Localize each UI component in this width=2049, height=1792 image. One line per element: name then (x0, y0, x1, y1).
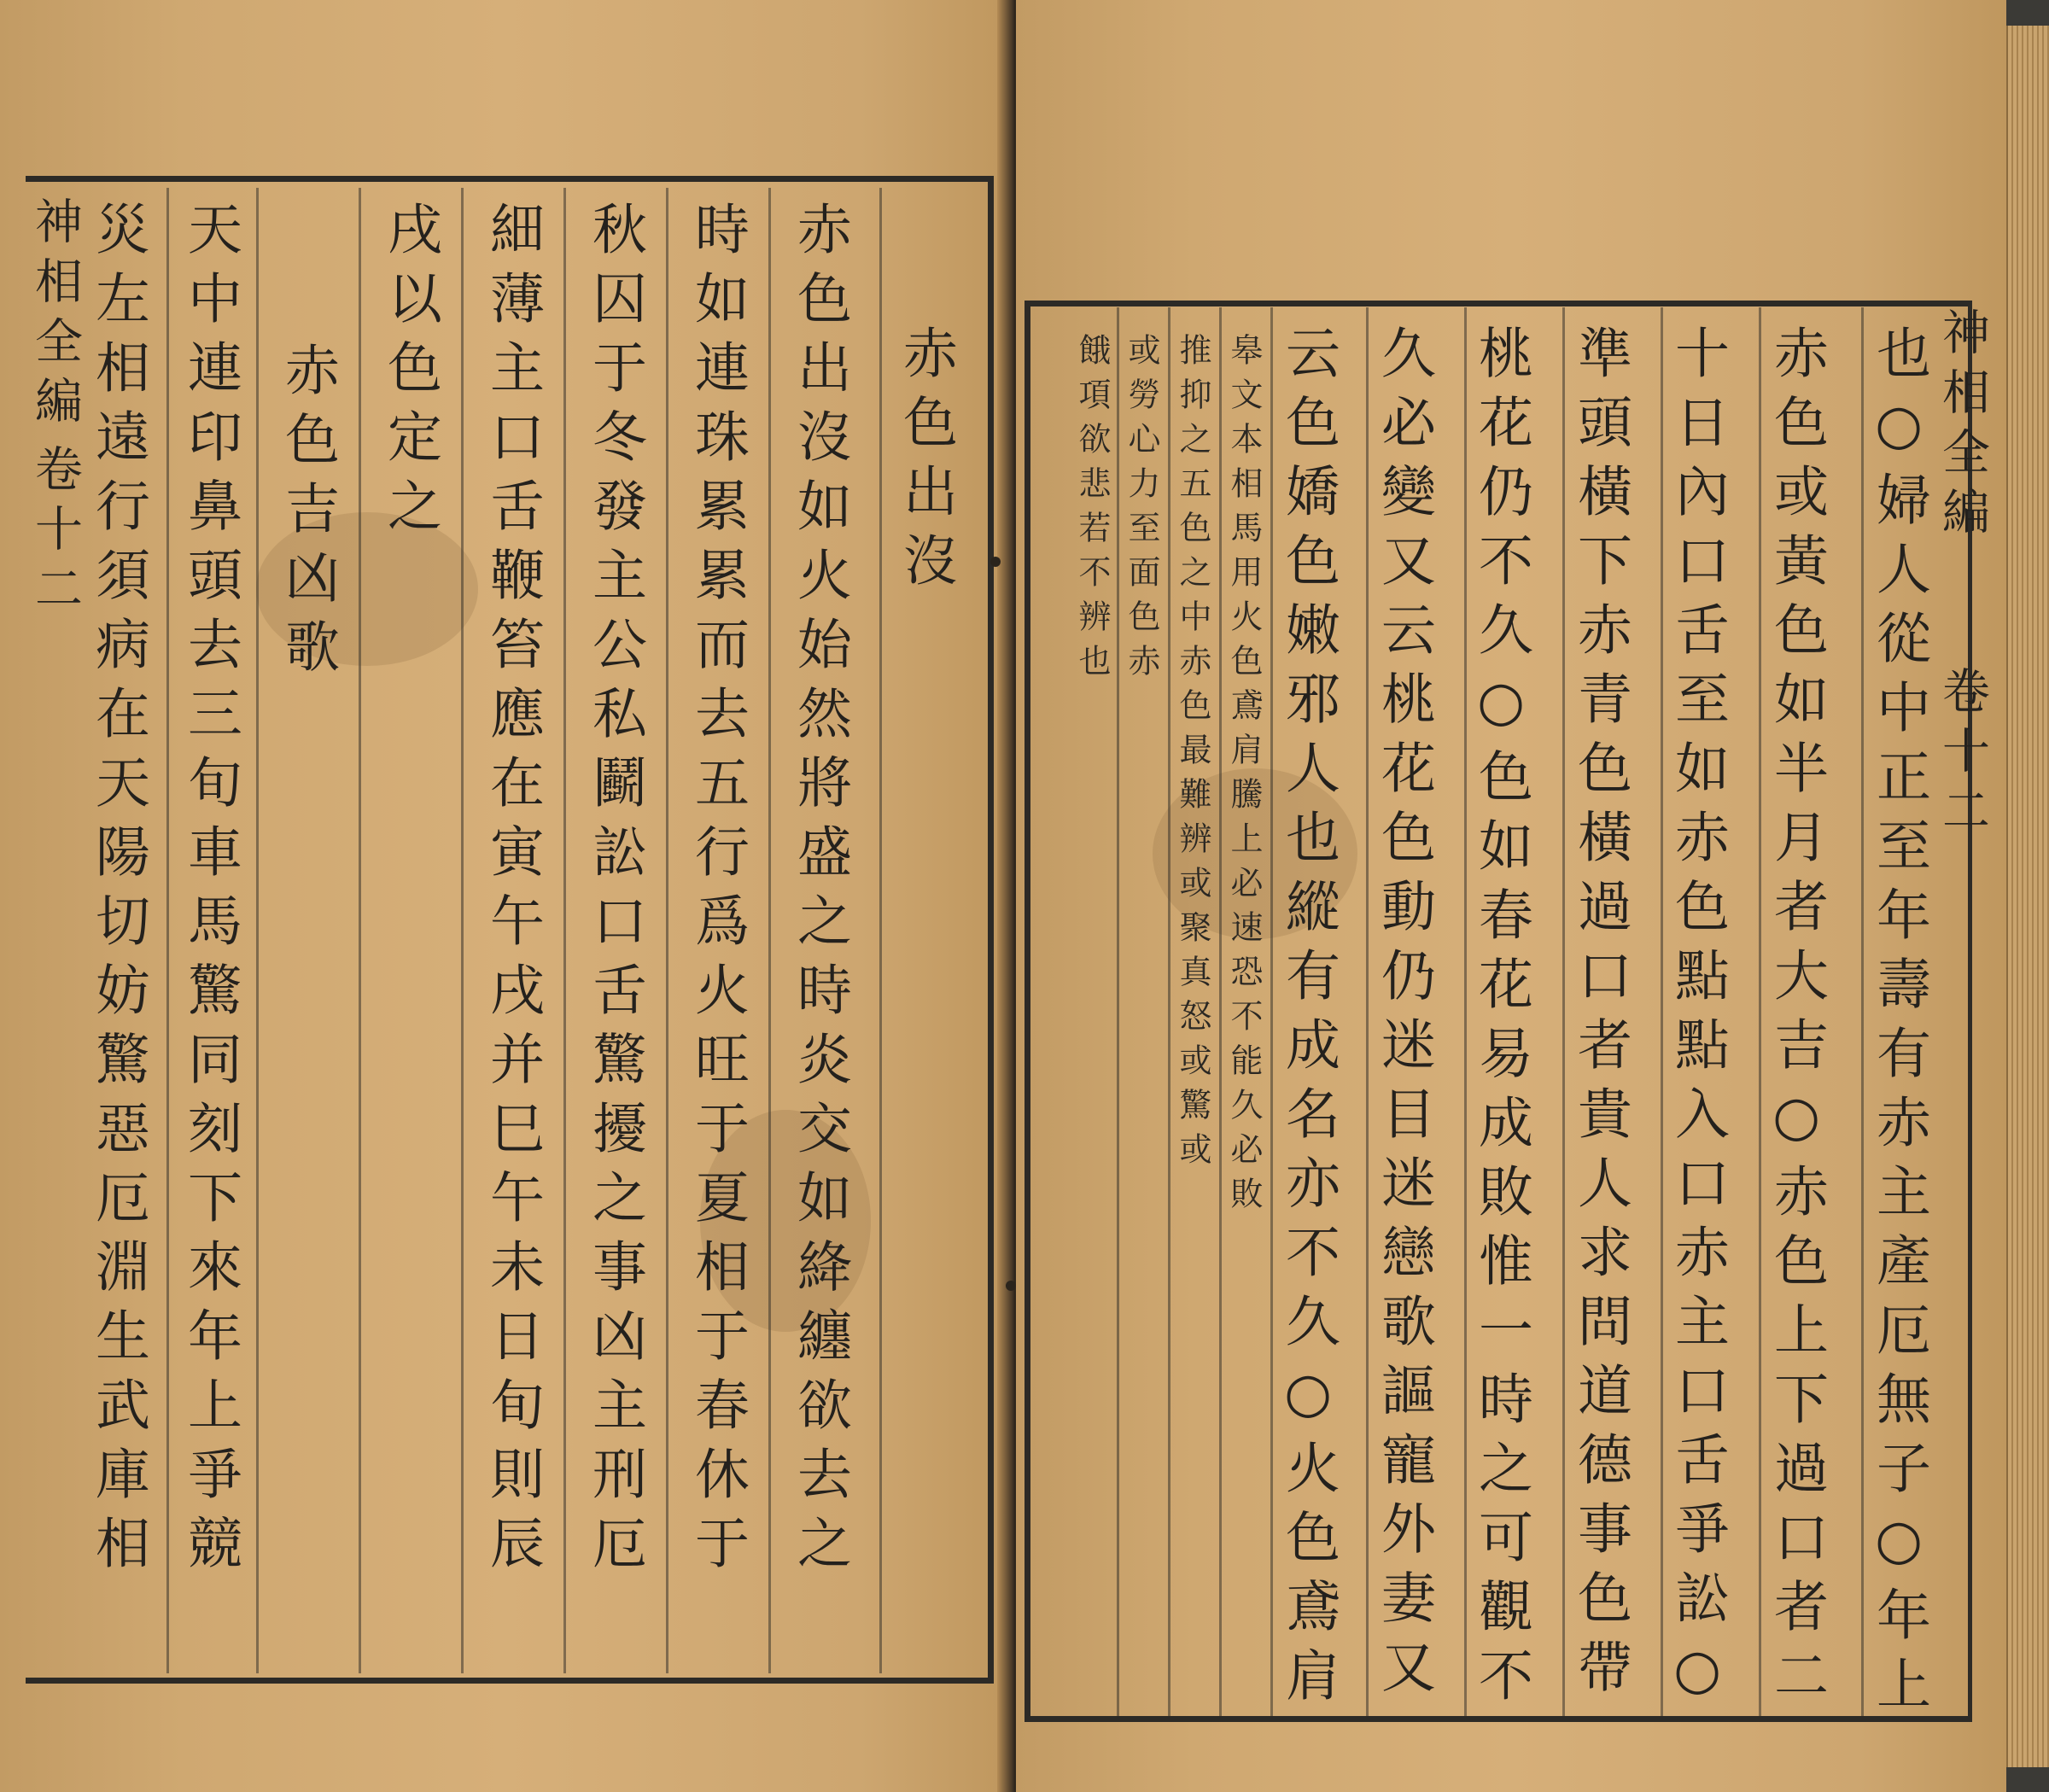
text-column: 云色嬌色嫩邪人也縱有成名亦不久○火色鳶肩 (1276, 324, 1340, 1716)
text-column: 也○婦人從中正至年壽有赤主產厄無子○年上 (1867, 324, 1930, 1725)
text-column: 細薄主口舌鞭笞應在寅午戌并巳午未日旬則辰 (481, 201, 544, 1584)
text-column: 天中連印鼻頭去三旬車馬驚同刻下來年上爭競 (178, 201, 242, 1584)
column-rule (666, 188, 668, 1673)
column-rule (1117, 307, 1119, 1716)
column-rule (1759, 307, 1761, 1716)
commentary-column: 餓項欲悲若不辨也 (1073, 333, 1111, 688)
column-rule (1861, 307, 1864, 1716)
text-column: 赤色出沒如火始然將盛之時炎交如絳纏欲去之 (788, 201, 851, 1584)
text-column: 戌以色定之 (378, 201, 441, 546)
column-rule (166, 188, 169, 1673)
column-rule (1562, 307, 1565, 1716)
column-rule (461, 188, 464, 1673)
section-heading: 赤色出沒 (894, 324, 957, 601)
page-edge-stack (2006, 26, 2049, 1767)
text-column: 桃花仍不久○色如春花易成敗惟一時之可觀不 (1469, 324, 1532, 1716)
column-rule (256, 188, 259, 1673)
right-margin-chapter: 卷十二 (1935, 666, 1990, 845)
column-rule (1661, 307, 1663, 1716)
text-column: 赤色或黃色如半月者大吉○赤色上下過口者二 (1765, 324, 1828, 1716)
binding-hole (990, 557, 1001, 567)
left-margin-title: 神相全編 (27, 196, 83, 435)
text-column: 災左相遠行須病在天陽切妨驚惡厄淵生武庫相 (86, 201, 149, 1584)
column-rule (563, 188, 566, 1673)
left-margin-chapter: 卷十二 (27, 444, 83, 623)
text-column: 時如連珠累累而去五行爲火旺于夏相于春休于 (686, 201, 749, 1584)
binding-hole (1006, 1281, 1016, 1291)
column-rule (879, 188, 882, 1673)
column-rule (1464, 307, 1467, 1716)
section-heading: 赤色吉凶歌 (276, 341, 339, 687)
column-rule (1366, 307, 1369, 1716)
column-rule (768, 188, 771, 1673)
column-rule (1219, 307, 1222, 1716)
text-column: 準頭橫下赤青色橫過口者貴人求問道德事色帶 (1568, 324, 1632, 1707)
left-page (0, 0, 1011, 1792)
text-column: 久必變又云桃花色動仍迷目迷戀歌謳寵外妻又 (1372, 324, 1435, 1707)
commentary-column: 或勞心力至面色赤 (1123, 333, 1160, 688)
right-page (1016, 0, 2006, 1792)
text-column: 十日內口舌至如赤色點點入口赤主口舌爭訟○ (1666, 324, 1729, 1716)
right-margin-title: 神相全編 (1935, 307, 1990, 546)
text-column: 秋囚于冬發主公私鬬訟口舌驚擾之事凶主刑厄 (583, 201, 646, 1584)
column-rule (1270, 307, 1273, 1716)
commentary-column: 皋文本相馬用火色鳶肩騰上必速恐不能久必敗 (1225, 333, 1263, 1221)
column-rule (1168, 307, 1170, 1716)
column-rule (359, 188, 361, 1673)
commentary-column: 推抑之五色之中赤色最難辨或聚真怒或驚或 (1174, 333, 1211, 1176)
